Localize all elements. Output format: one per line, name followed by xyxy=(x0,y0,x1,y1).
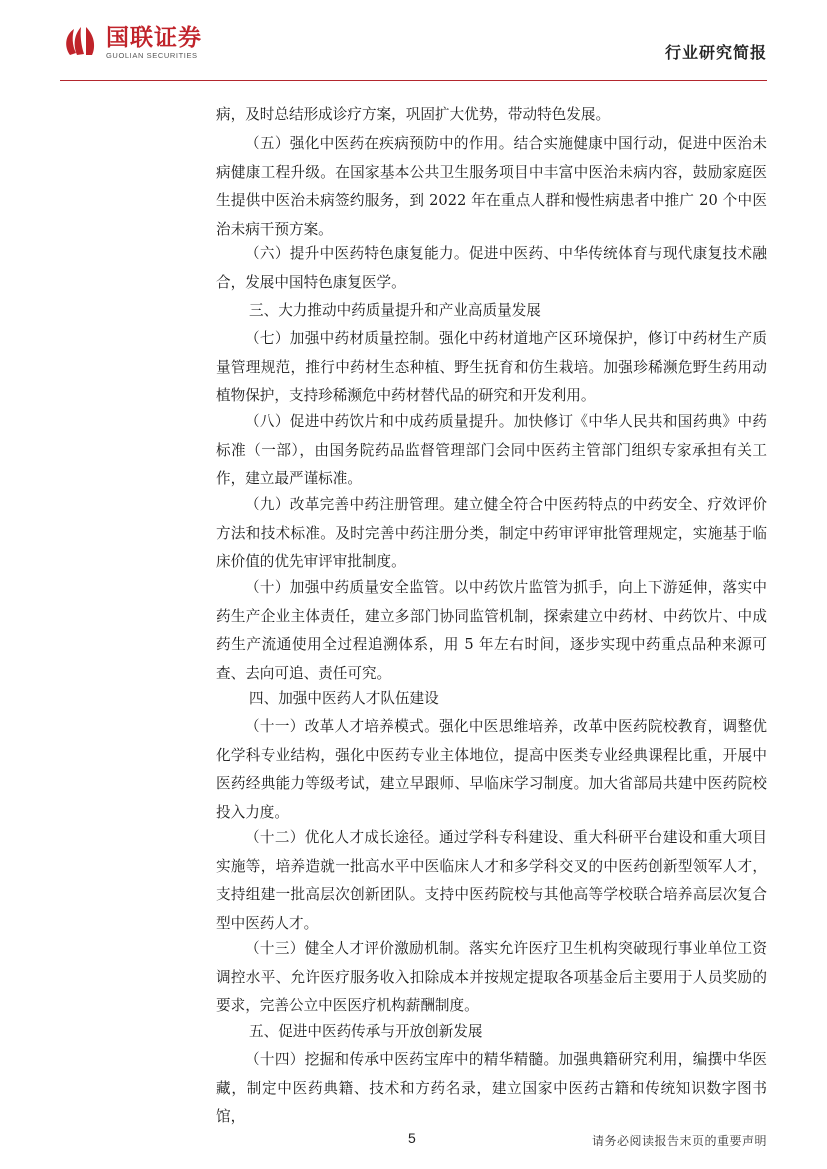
paragraph: （六）提升中医药特色康复能力。促进中医药、中华传统体育与现代康复技术融合，发展中国特色康复医学。 xyxy=(216,245,767,291)
company-logo xyxy=(62,22,202,62)
paragraph: （七）加强中药材质量控制。强化中药材道地产区环境保护，修订中药材生产质量管理规范，推行中药材生态种植、野生抚育和仿生栽培。加强珍稀濒危野生药用动植物保护，支持珍稀濒危中药材替代品的研究和开发利用。 xyxy=(216,330,767,405)
paragraph: （十二）优化人才成长途径。通过学科专科建设、重大科研平台建设和重大项目实施等，培养造就一批高水平中医临床人才和多学科交叉的中医药创新型领军人才，支持组建一批高层次创新团队。支持中医药院校与其他高等学校联合培养高层次复合型中医药人才。 xyxy=(216,829,767,933)
report-type-label: 行业研究简报 xyxy=(664,43,767,62)
section-heading: 四、加强中医药人才队伍建设 xyxy=(249,690,439,707)
paragraph: （十一）改革人才培养模式。强化中医思维培养，改革中医药院校教育，调整优化学科专业结构，强化中医药专业主体地位，提高中医类专业经典课程比重，开展中医药经典能力等级考试，建立早跟师、早临床学习制度。加大省部局共建中医药院校投入力度。 xyxy=(216,718,767,822)
section-heading: 三、大力推动中药质量提升和产业高质量发展 xyxy=(249,302,541,319)
page-header xyxy=(0,0,827,86)
paragraph: （十）加强中药质量安全监管。以中药饮片监管为抓手，向上下游延伸，落实中药生产企业主体责任，建立多部门协同监管机制，探索建立中药材、中药饮片、中成药生产流通使用全过程追溯体系，用 5 年左右时间，逐步实现中药重点品种来源可查、去向可追、责任可究。 xyxy=(216,579,767,683)
guolian-logo-icon xyxy=(62,23,100,61)
logo-english-name: GUOLIAN SECURITIES xyxy=(106,50,198,60)
disclaimer-note: 请务必阅读报告末页的重要声明 xyxy=(591,1134,767,1148)
logo-chinese-name: 国联证券 xyxy=(106,24,202,51)
page-number: 5 xyxy=(408,1130,416,1146)
paragraph: （五）强化中医药在疾病预防中的作用。结合实施健康中国行动，促进中医治未病健康工程升级。在国家基本公共卫生服务项目中丰富中医治未病内容，鼓励家庭医生提供中医治未病签约服务，到 2022 年在重点人群和慢性病患者中推广 20 个中医治未病干预方案。 xyxy=(216,135,767,239)
header-divider xyxy=(60,80,767,81)
section-heading: 五、促进中医药传承与开放创新发展 xyxy=(249,1023,483,1040)
paragraph: 病，及时总结形成诊疗方案，巩固扩大优势，带动特色发展。 xyxy=(216,106,611,123)
paragraph: （十四）挖掘和传承中医药宝库中的精华精髓。加强典籍研究利用，编撰中华医藏，制定中医药典籍、技术和方药名录，建立国家中医药古籍和传统知识数字图书馆， xyxy=(216,1051,767,1126)
paragraph: （九）改革完善中药注册管理。建立健全符合中医药特点的中药安全、疗效评价方法和技术标准。及时完善中药注册分类，制定中药审评审批管理规定，实施基于临床价值的优先审评审批制度。 xyxy=(216,496,767,571)
paragraph: （八）促进中药饮片和中成药质量提升。加快修订《中华人民共和国药典》中药标准（一部），由国务院药品监督管理部门会同中医药主管部门组织专家承担有关工作，建立最严谨标准。 xyxy=(216,413,767,488)
paragraph: （十三）健全人才评价激励机制。落实允许医疗卫生机构突破现行事业单位工资调控水平、允许医疗服务收入扣除成本并按规定提取各项基金后主要用于人员奖励的要求，完善公立中医医疗机构薪酬制度。 xyxy=(216,940,767,1015)
